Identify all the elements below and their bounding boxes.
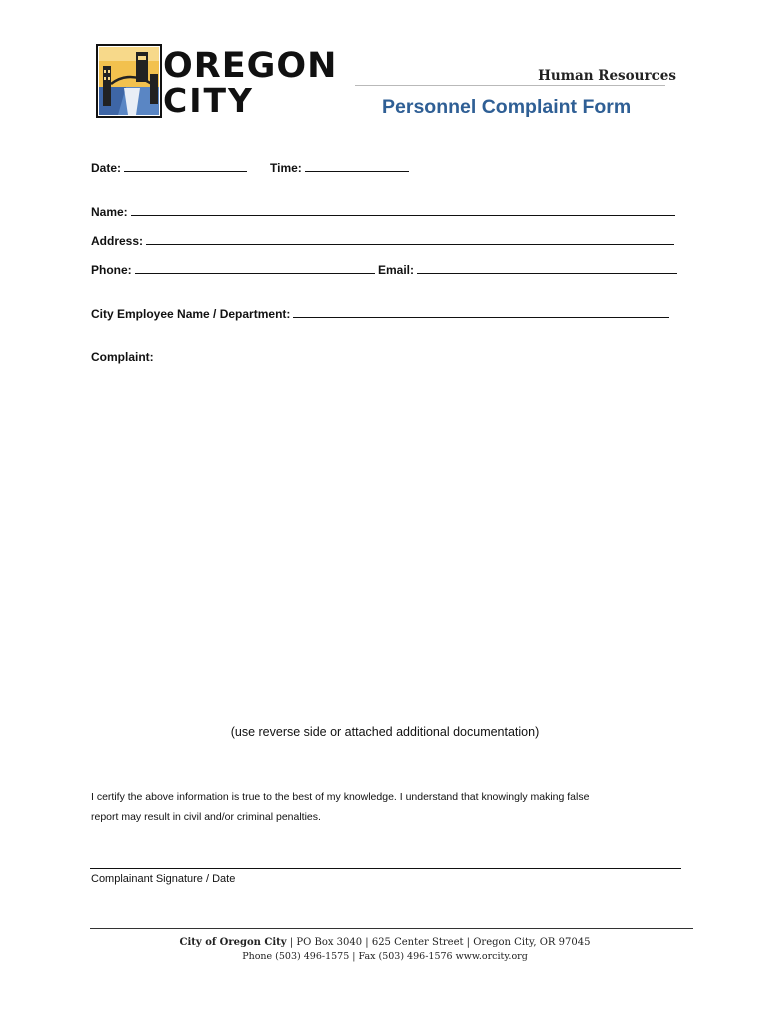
address-field[interactable] — [91, 233, 674, 248]
header-divider — [355, 85, 665, 86]
name-field[interactable] — [91, 204, 675, 219]
address-blank[interactable] — [146, 233, 674, 245]
address-label: Address: — [91, 234, 144, 248]
department-label: Human Resources — [538, 68, 676, 84]
phone-blank[interactable] — [135, 262, 375, 274]
certification-line-2: report may result in civil and/or criminal penalties. — [91, 811, 321, 823]
phone-label: Phone: — [91, 263, 132, 277]
logo-text-oregon: OREGON — [163, 46, 338, 86]
email-label: Email: — [378, 263, 415, 277]
employee-blank[interactable] — [293, 306, 669, 318]
date-field[interactable] — [91, 160, 247, 175]
time-label: Time: — [270, 161, 302, 175]
email-field[interactable] — [378, 262, 677, 277]
footer-contact: Phone (503) 496-1575 | Fax (503) 496-1576 www.orcity.org — [242, 951, 528, 962]
certification-line-1: I certify the above information is true to the best of my knowledge. I understand that knowingly making false — [91, 791, 590, 803]
time-field[interactable] — [270, 160, 409, 175]
time-blank[interactable] — [305, 160, 409, 172]
email-blank[interactable] — [417, 262, 677, 274]
footer-address — [0, 937, 770, 948]
footer-org: City of Oregon City — [179, 937, 287, 948]
additional-documentation-note: (use reverse side or attached additional documentation) — [230, 725, 540, 739]
complaint-label: Complaint: — [91, 350, 154, 364]
logo-text-city: CITY — [163, 81, 254, 120]
signature-line[interactable] — [90, 868, 681, 869]
form-title: Personnel Complaint Form — [382, 96, 632, 118]
employee-label: City Employee Name / Department: — [91, 307, 291, 321]
footer-divider — [90, 928, 693, 929]
date-blank[interactable] — [124, 160, 247, 172]
signature-label: Complainant Signature / Date — [91, 873, 236, 885]
name-label: Name: — [91, 205, 128, 219]
employee-field[interactable] — [91, 306, 669, 321]
oregon-city-logo-image — [96, 44, 162, 118]
complaint-text-area[interactable] — [90, 372, 680, 712]
name-blank[interactable] — [131, 204, 675, 216]
phone-field[interactable] — [91, 262, 375, 277]
date-label: Date: — [91, 161, 122, 175]
footer-address-text: | PO Box 3040 | 625 Center Street | Oregon City, OR 97045 — [289, 937, 591, 948]
